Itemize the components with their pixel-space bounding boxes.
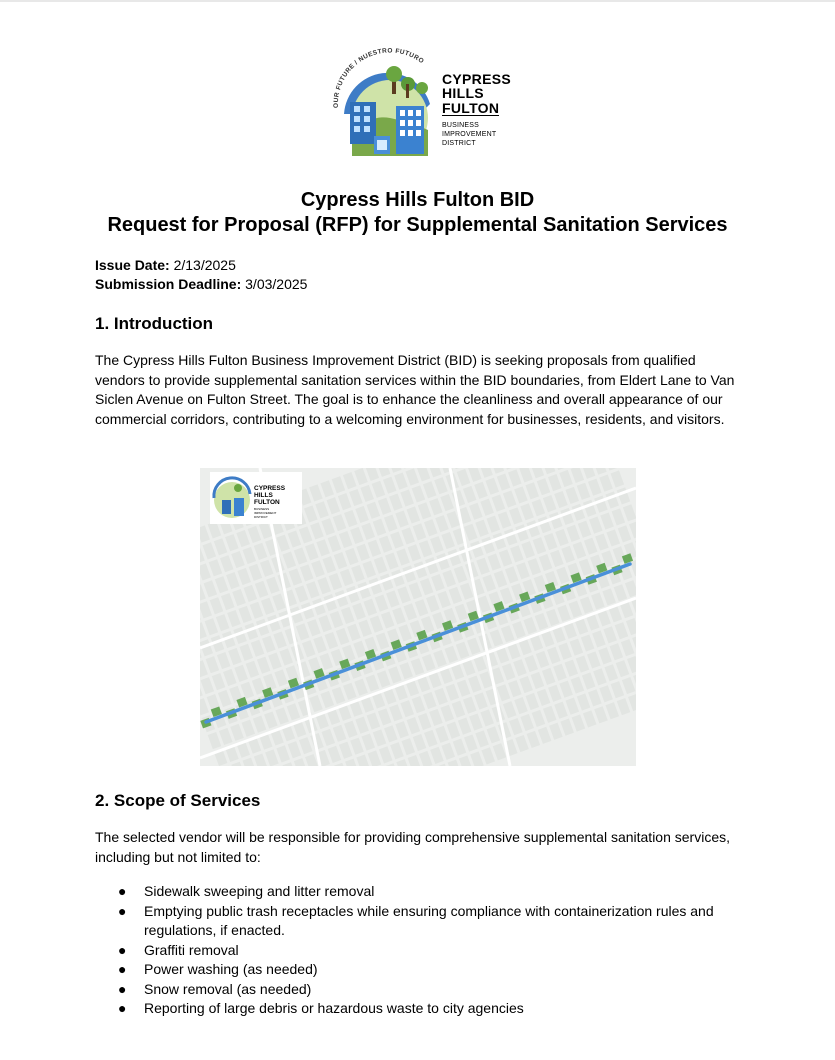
document-subtitle: Request for Proposal (RFP) for Supplemental Sanitation Services <box>107 214 728 236</box>
bullet-icon: ● <box>118 941 127 958</box>
logo-name-line-2: HILLS <box>442 85 484 101</box>
submission-deadline-value: 3/03/2025 <box>241 276 308 292</box>
issue-date-value: 2/13/2025 <box>169 257 236 273</box>
map-graphic <box>200 468 636 766</box>
bid-boundary-map <box>200 468 636 766</box>
bullet-icon: ● <box>118 980 127 997</box>
issue-date <box>95 256 236 275</box>
map-logo-badge <box>210 472 302 524</box>
logo-name-line-1: CYPRESS <box>442 71 512 87</box>
section-heading-scope: 2. Scope of Services <box>95 791 261 810</box>
logo-name-line-3: FULTON <box>442 100 500 116</box>
scope-intro-paragraph: The selected vendor will be responsible for providing comprehensive supplemental sanitation services, including but not limited to: <box>95 829 731 865</box>
bullet-icon: ● <box>118 902 127 919</box>
map-logo-name-3: FULTON <box>254 499 280 506</box>
map-logo-name-2: HILLS <box>254 492 273 499</box>
logo-arc-text: OUR FUTURE / NUESTRO FUTURO <box>332 47 426 109</box>
submission-deadline <box>95 275 307 294</box>
document-title: Cypress Hills Fulton BID <box>300 189 535 211</box>
map-logo-sub-2: IMPROVEMENT <box>254 511 277 515</box>
list-item: ● Sidewalk sweeping and litter removal <box>118 882 758 902</box>
logo-sub-line-1: BUSINESS <box>442 122 479 129</box>
list-item: ● Snow removal (as needed) <box>118 980 758 1000</box>
section-heading-introduction: 1. Introduction <box>95 314 214 333</box>
list-item: ● Reporting of large debris or hazardous waste to city agencies <box>118 999 758 1019</box>
bullet-icon: ● <box>118 883 127 899</box>
map-logo-name-1: CYPRESS <box>254 485 286 492</box>
submission-deadline-label: Submission Deadline: <box>95 276 242 292</box>
bullet-icon: ● <box>118 961 127 977</box>
logo-sub-line-3: DISTRICT <box>442 140 476 147</box>
issue-date-label: Issue Date: <box>95 257 170 273</box>
list-item: ● Emptying public trash receptacles while ensuring compliance with containerization rules and regulations, if enacted. <box>118 902 714 938</box>
introduction-paragraph: The Cypress Hills Fulton Business Improvement District (BID) is seeking proposals from qualified vendors to provide supplemental sanitation services within the BID boundaries, from Eldert Lane to Van Siclen Avenue on Fulton Street. The goal is to enhance the cleanliness and overall appearance of our commercial corridors, contributing to a welcoming environment for businesses, residents, and visitors. <box>95 352 735 427</box>
logo-sub-line-2: IMPROVEMENT <box>442 131 497 138</box>
page-top-border <box>0 0 835 2</box>
scope-list <box>118 882 758 1019</box>
map-logo-sub-3: DISTRICT <box>254 515 268 519</box>
map-logo-sub-1: BUSINESS <box>254 507 270 511</box>
logo-wordmark <box>442 72 511 148</box>
bullet-icon: ● <box>118 1000 127 1016</box>
list-item: ● Graffiti removal <box>118 941 758 961</box>
list-item: ● Power washing (as needed) <box>118 960 758 980</box>
